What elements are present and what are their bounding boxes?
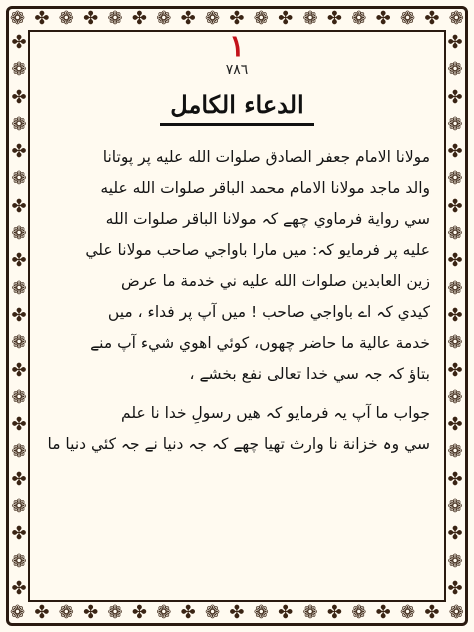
bismillah-code: ٧٨٦ (225, 62, 249, 78)
border-ornament-left: ✤ ❁ ✤ ❁ ✤ ❁ ✤ ❁ ✤ ❁ ✤ ❁ ✤ ❁ ✤ ❁ ✤ ❁ ✤ ❁ ✤ (11, 32, 27, 599)
border-ornament-top: ❁ ✤ ❁ ✤ ❁ ✤ ❁ ✤ ❁ ✤ ❁ ✤ ❁ ✤ ❁ ✤ ❁ ✤ ❁ (10, 8, 464, 29)
title-wrapper (40, 90, 434, 126)
text-line: سي روایة فرماوي چهے کہ مولانا الباقر صلوات الله (105, 210, 430, 228)
text-line: جواب ما آپ يہ فرمایو کہ هيں رسولِ خدا نا علم (121, 404, 430, 422)
text-line: عليه پر فرمایو کہ: ميں مارا باواجي صاحب مولانا علي (85, 241, 430, 259)
text-line: والد ماجد مولانا الامام محمد الباقر صلوات الله عليه (100, 179, 430, 197)
text-line: کيدي کہ اے باواجي صاحب ! ميں آپ پر فداء ، ميں (107, 303, 430, 321)
text-line: خدمة عالية ما حاضر چهوں، کوئي اهوي شيء آپ منے (90, 334, 430, 352)
text-line: زين العابدين صلوات الله عليه ني خدمة ما عرض (121, 272, 430, 290)
text-line: سي وہ خزانة نا وارث تهيا چهے کہ جہ دنيا نے جہ کئي دنيا ما (47, 435, 430, 453)
page-title: الدعاء الكامل (160, 90, 313, 126)
border-ornament-bottom: ❁ ✤ ❁ ✤ ❁ ✤ ❁ ✤ ❁ ✤ ❁ ✤ ❁ ✤ ❁ ✤ ❁ ✤ ❁ (10, 602, 464, 623)
page-content (40, 29, 434, 596)
text-line: بتاؤ کہ جہ سي خدا تعالی نفع بخشے ، (189, 365, 430, 383)
text-line: مولانا الامام جعفر الصادق صلوات الله عليه پر پوتانا (102, 148, 430, 166)
paragraph-gap (44, 390, 430, 398)
body-text (40, 142, 434, 460)
border-ornament-right: ✤ ❁ ✤ ❁ ✤ ❁ ✤ ❁ ✤ ❁ ✤ ❁ ✤ ❁ ✤ ❁ ✤ ❁ ✤ ❁ ✤ (447, 32, 463, 599)
page-number: ١ (228, 29, 246, 64)
